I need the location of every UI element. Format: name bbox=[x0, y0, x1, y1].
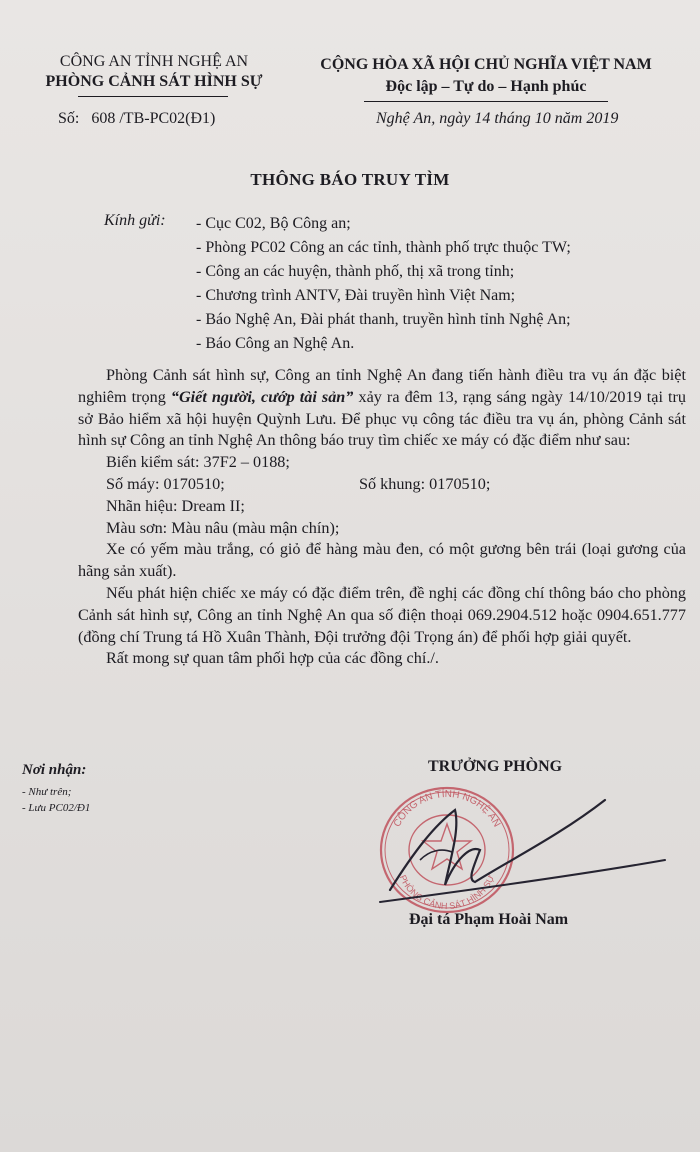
noi-nhan-label: Nơi nhận: bbox=[22, 762, 87, 778]
paint-color: Màu sơn: Màu nâu (màu mận chín); bbox=[106, 518, 340, 537]
signature-icon bbox=[360, 790, 680, 920]
intro-text-a: Phòng Cảnh sát hình sự, Công an tỉnh Nghệ An đang tiến hành điều tra vụ án đặc biệt nghiêm trọng bbox=[78, 366, 686, 406]
issuer-block bbox=[20, 52, 288, 92]
recipient-item: - Cục C02, Bộ Công an; bbox=[196, 215, 351, 232]
noi-nhan-item: - Như trên; bbox=[22, 786, 72, 798]
plate-number: Biển kiểm sát: 37F2 – 0188; bbox=[106, 453, 290, 472]
motto: Độc lập – Tự do – Hạnh phúc bbox=[385, 78, 587, 95]
recipient-item: - Báo Công an Nghệ An. bbox=[196, 335, 355, 352]
nation-block bbox=[286, 54, 686, 98]
agency-name: CÔNG AN TỈNH NGHỆ AN bbox=[59, 53, 249, 70]
recipient-item: - Phòng PC02 Công an các tỉnh, thành phố trực thuộc TW; bbox=[196, 239, 571, 256]
svg-text:CÔNG AN TỈNH NGHỆ AN: CÔNG AN TỈNH NGHỆ AN bbox=[391, 788, 503, 829]
contact-paragraph: Nếu phát hiện chiếc xe máy có đặc điểm trên, đề nghị các đồng chí thông báo cho phòng Cảnh sát hình sự, Công an tỉnh Nghệ An qua số điện thoại 069.2904.512 hoặc 0904.651.777 (đồng chí Trung tá Hồ Xuân Thành, Đội trưởng đội Trọng án) để phối hợp giải quyết. bbox=[78, 583, 686, 646]
issuer-underline bbox=[78, 96, 228, 97]
nation-name: CỘNG HÒA XÃ HỘI CHỦ NGHĨA VIỆT NAM bbox=[320, 56, 652, 73]
brand: Nhãn hiệu: Dream II; bbox=[106, 496, 245, 515]
noi-nhan-list bbox=[22, 784, 90, 816]
doc-number-label: Số: bbox=[58, 110, 80, 127]
recipient-item: - Báo Nghệ An, Đài phát thanh, truyền hình tỉnh Nghệ An; bbox=[196, 311, 571, 328]
doc-number-value: 608 /TB-PC02(Đ1) bbox=[91, 110, 216, 127]
noi-nhan-item: - Lưu PC02/Đ1 bbox=[22, 802, 91, 814]
signer-position: TRƯỞNG PHÒNG bbox=[428, 758, 563, 775]
motto-underline bbox=[364, 101, 608, 102]
recipients-label: Kính gửi: bbox=[104, 212, 166, 229]
vehicle-features: Xe có yếm màu trắng, có giỏ để hàng màu đen, có một gương bên trái (loại gương của hãng sản xuất). bbox=[78, 540, 686, 581]
intro-text-b: xảy ra đêm 13, rạng sáng ngày 14/10/2019 tại trụ sở Bảo hiểm xã hội huyện Quỳnh Lưu. Để phục vụ công tác điều tra vụ án, phòng Cảnh sát hình sự Công an tỉnh Nghệ An thông báo truy tìm chiếc xe máy có đặc điểm như sau: bbox=[78, 387, 686, 450]
document-body bbox=[78, 365, 686, 670]
place-date: Nghệ An, ngày 14 tháng 10 năm 2019 bbox=[376, 110, 619, 127]
document-number bbox=[58, 110, 215, 128]
svg-text:PHÒNG CẢNH SÁT HÌNH SỰ: PHÒNG CẢNH SÁT HÌNH SỰ bbox=[397, 873, 497, 912]
recipients-list bbox=[196, 212, 571, 356]
recipient-item: - Công an các huyện, thành phố, thị xã trong tỉnh; bbox=[196, 263, 515, 280]
closing-line: Rất mong sự quan tâm phối hợp của các đồng chí./. bbox=[106, 649, 439, 668]
engine-frame-row bbox=[78, 474, 686, 496]
engine-number: Số máy: 0170510; bbox=[106, 474, 225, 493]
intro-paragraph bbox=[78, 365, 686, 452]
crime-name: “Giết người, cướp tài sản” bbox=[170, 387, 354, 406]
frame-number: Số khung: 0170510; bbox=[359, 474, 491, 493]
recipient-item: - Chương trình ANTV, Đài truyền hình Việt Nam; bbox=[196, 287, 516, 304]
document-title: THÔNG BÁO TRUY TÌM bbox=[250, 170, 450, 189]
department-name: PHÒNG CẢNH SÁT HÌNH SỰ bbox=[45, 73, 263, 90]
signer-name: Đại tá Phạm Hoài Nam bbox=[409, 911, 569, 928]
